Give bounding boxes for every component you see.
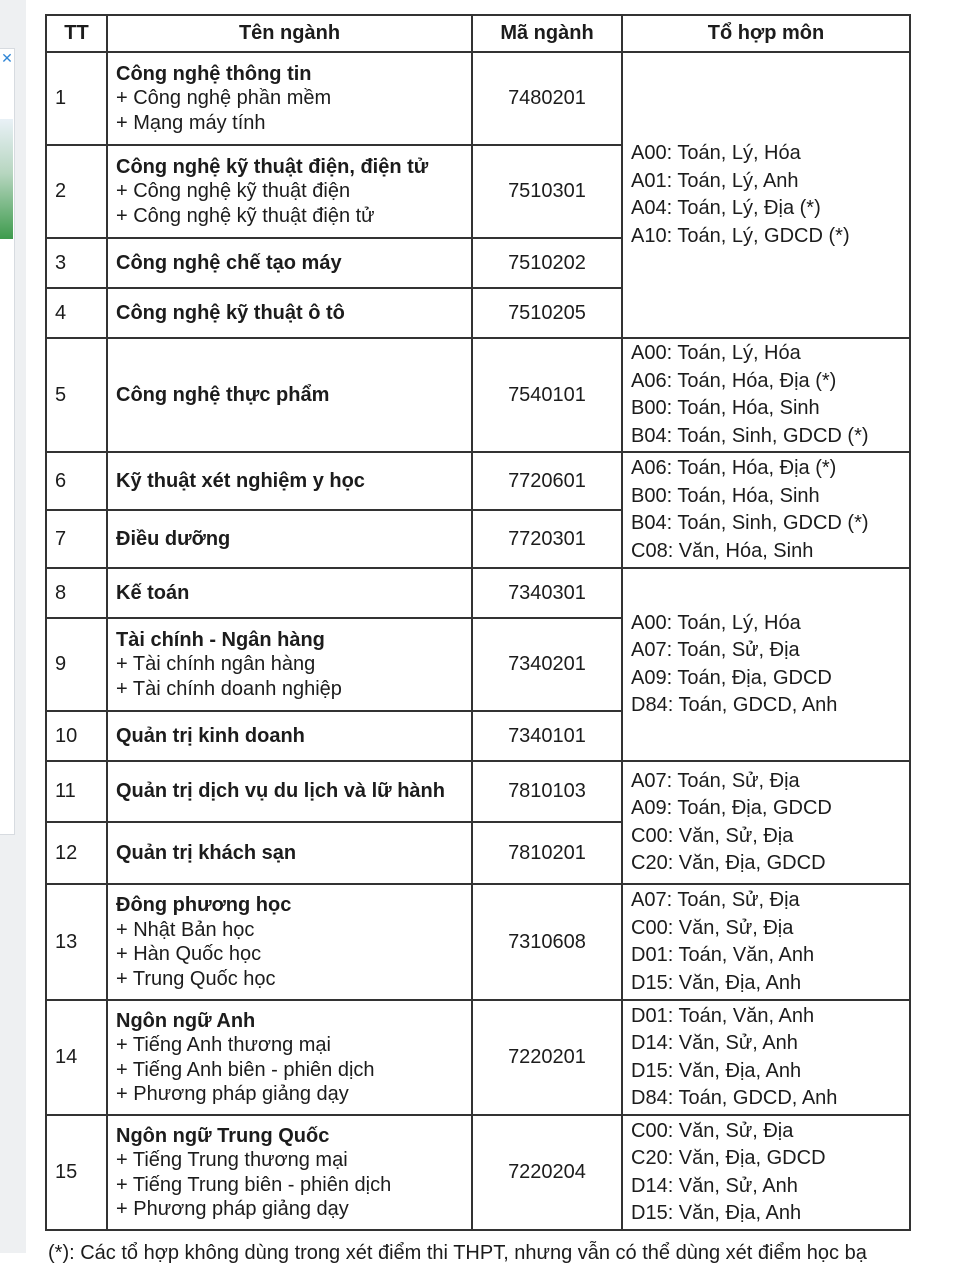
major-name: Công nghệ thông tin	[116, 62, 312, 85]
subject-combo-cell	[622, 884, 910, 1000]
row-number: 3	[46, 238, 107, 288]
subject-combo: A09: Toán, Địa, GDCD	[631, 666, 832, 689]
sub-major: + Mạng máy tính	[116, 111, 266, 134]
major-name: Kỹ thuật xét nghiệm y học	[116, 469, 365, 492]
row-number: 6	[46, 452, 107, 510]
sub-major: + Nhật Bản học	[116, 918, 255, 941]
row-number: 13	[46, 884, 107, 1000]
major-name-cell	[107, 145, 472, 238]
major-name-cell	[107, 338, 472, 452]
subject-combo: C20: Văn, Địa, GDCD	[631, 1147, 826, 1169]
major-name: Tài chính - Ngân hàng	[116, 628, 325, 651]
side-ad-banner[interactable]	[0, 48, 15, 835]
major-name-cell	[107, 1115, 472, 1230]
subject-combo: A00: Toán, Lý, Hóa	[631, 142, 801, 164]
row-number: 9	[46, 618, 107, 711]
subject-combo: D01: Toán, Văn, Anh	[631, 1004, 815, 1027]
major-name-cell	[107, 288, 472, 338]
subject-combo-cell	[622, 568, 910, 761]
subject-combo: A01: Toán, Lý, Anh	[631, 169, 799, 192]
row-number: 7	[46, 510, 107, 568]
major-name-cell	[107, 452, 472, 510]
subject-combo-cell	[622, 452, 910, 568]
subject-combo: A07: Toán, Sử, Địa	[631, 639, 800, 661]
major-name: Đông phương học	[116, 894, 292, 916]
admissions-table	[45, 14, 911, 1231]
table-row	[46, 568, 910, 618]
subject-combo: D14: Văn, Sử, Anh	[631, 1032, 798, 1054]
header-major-code: Mã ngành	[472, 15, 622, 52]
major-name-cell	[107, 618, 472, 711]
subject-combo: D15: Văn, Địa, Anh	[631, 971, 802, 994]
major-name: Công nghệ kỹ thuật ô tô	[116, 301, 345, 324]
major-name: Quản trị kinh doanh	[116, 724, 305, 747]
subject-combo: B04: Toán, Sinh, GDCD (*)	[631, 512, 869, 534]
major-name-cell	[107, 568, 472, 618]
major-name: Ngôn ngữ Trung Quốc	[116, 1124, 330, 1147]
table-row	[46, 52, 910, 145]
subject-combo: A07: Toán, Sử, Địa	[631, 769, 800, 792]
sub-major: + Công nghệ phần mềm	[116, 87, 332, 110]
major-code: 7510301	[472, 145, 622, 238]
table-body	[46, 52, 910, 1230]
subject-combo: D15: Văn, Địa, Anh	[631, 1202, 802, 1224]
subject-combo: D01: Toán, Văn, Anh	[631, 944, 815, 966]
sub-major: + Tiếng Anh thương mại	[116, 1034, 331, 1056]
major-code: 7810201	[472, 822, 622, 884]
major-code: 7510205	[472, 288, 622, 338]
major-code: 7310608	[472, 884, 622, 1000]
subject-combo: A10: Toán, Lý, GDCD (*)	[631, 224, 850, 247]
major-name-cell	[107, 510, 472, 568]
major-name-cell	[107, 1000, 472, 1115]
row-number: 11	[46, 761, 107, 822]
subject-combo: A06: Toán, Hóa, Địa (*)	[631, 457, 837, 479]
close-icon[interactable]: ✕	[1, 50, 13, 66]
sub-major: + Tiếng Trung biên - phiên dịch	[116, 1173, 392, 1196]
subject-combo: D14: Văn, Sử, Anh	[631, 1174, 798, 1197]
table-row	[46, 452, 910, 510]
header-major-name: Tên ngành	[107, 15, 472, 52]
row-number: 5	[46, 338, 107, 452]
subject-combo: D84: Toán, GDCD, Anh	[631, 1087, 838, 1109]
sub-major: + Phương pháp giảng dạy	[116, 1083, 349, 1105]
subject-combo: C00: Văn, Sử, Địa	[631, 824, 794, 847]
row-number: 1	[46, 52, 107, 145]
major-code: 7810103	[472, 761, 622, 822]
major-code: 7540101	[472, 338, 622, 452]
subject-combo: C00: Văn, Sử, Địa	[631, 1119, 794, 1142]
major-code: 7220201	[472, 1000, 622, 1115]
sub-major: + Hàn Quốc học	[116, 943, 262, 965]
major-name-cell	[107, 52, 472, 145]
subject-combo: B00: Toán, Hóa, Sinh	[631, 397, 820, 419]
subject-combo-cell	[622, 1115, 910, 1230]
sub-major: + Tiếng Anh biên - phiên dịch	[116, 1058, 375, 1081]
row-number: 2	[46, 145, 107, 238]
subject-combo: A09: Toán, Địa, GDCD	[631, 797, 832, 819]
subject-combo: D84: Toán, GDCD, Anh	[631, 694, 838, 716]
subject-combo-cell	[622, 52, 910, 338]
sub-major: + Tài chính doanh nghiệp	[116, 677, 342, 700]
sub-major: + Phương pháp giảng dạy	[116, 1198, 349, 1220]
sub-major: + Trung Quốc học	[116, 967, 276, 990]
major-code: 7340301	[472, 568, 622, 618]
subject-combo-cell	[622, 1000, 910, 1115]
subject-combo: B00: Toán, Hóa, Sinh	[631, 484, 820, 507]
row-number: 8	[46, 568, 107, 618]
row-number: 4	[46, 288, 107, 338]
major-code: 7510202	[472, 238, 622, 288]
major-name-cell	[107, 822, 472, 884]
subject-combo: D15: Văn, Địa, Anh	[631, 1059, 802, 1082]
major-name: Kế toán	[116, 581, 190, 604]
row-number: 14	[46, 1000, 107, 1115]
major-name: Công nghệ kỹ thuật điện, điện tử	[116, 155, 429, 178]
subject-combo: A06: Toán, Hóa, Địa (*)	[631, 369, 837, 392]
table-row	[46, 884, 910, 1000]
major-code: 7340201	[472, 618, 622, 711]
major-name: Quản trị dịch vụ du lịch và lữ hành	[116, 780, 445, 803]
subject-combo: C08: Văn, Hóa, Sinh	[631, 539, 814, 562]
row-number: 15	[46, 1115, 107, 1230]
subject-combo: A07: Toán, Sử, Địa	[631, 889, 800, 911]
subject-combo: C20: Văn, Địa, GDCD	[631, 852, 826, 874]
subject-combo-cell	[622, 338, 910, 452]
major-name: Ngôn ngữ Anh	[116, 1009, 256, 1032]
row-number: 10	[46, 711, 107, 761]
major-name: Công nghệ thực phẩm	[116, 383, 330, 406]
footnote: (*): Các tổ hợp không dùng trong xét điểm thi THPT, nhưng vẫn có thể dùng xét điểm học bạ	[48, 1242, 867, 1264]
major-code: 7480201	[472, 52, 622, 145]
header-subject-combos: Tổ hợp môn	[622, 15, 910, 52]
subject-combo: A00: Toán, Lý, Hóa	[631, 342, 801, 364]
subject-combo: A00: Toán, Lý, Hóa	[631, 611, 801, 634]
major-name: Công nghệ chế tạo máy	[116, 251, 342, 274]
table-row	[46, 1115, 910, 1230]
major-code: 7720301	[472, 510, 622, 568]
major-name-cell	[107, 238, 472, 288]
subject-combo: B04: Toán, Sinh, GDCD (*)	[631, 424, 869, 447]
table-header-row	[46, 15, 910, 52]
sub-major: + Công nghệ kỹ thuật điện	[116, 180, 351, 203]
sub-major: + Công nghệ kỹ thuật điện tử	[116, 204, 375, 227]
subject-combo: A04: Toán, Lý, Địa (*)	[631, 197, 821, 219]
sub-major: + Tiếng Trung thương mại	[116, 1149, 348, 1171]
major-name-cell	[107, 761, 472, 822]
table-row	[46, 338, 910, 452]
major-name: Quản trị khách sạn	[116, 841, 297, 864]
major-code: 7220204	[472, 1115, 622, 1230]
header-tt: TT	[46, 15, 107, 52]
major-code: 7720601	[472, 452, 622, 510]
row-number: 12	[46, 822, 107, 884]
major-name: Điều dưỡng	[116, 527, 231, 550]
major-name-cell	[107, 884, 472, 1000]
subject-combo-cell	[622, 761, 910, 884]
major-code: 7340101	[472, 711, 622, 761]
sub-major: + Tài chính ngân hàng	[116, 653, 316, 676]
subject-combo: C00: Văn, Sử, Địa	[631, 916, 794, 939]
table-row	[46, 1000, 910, 1115]
table-row	[46, 761, 910, 822]
ad-image[interactable]	[0, 119, 13, 239]
major-name-cell	[107, 711, 472, 761]
